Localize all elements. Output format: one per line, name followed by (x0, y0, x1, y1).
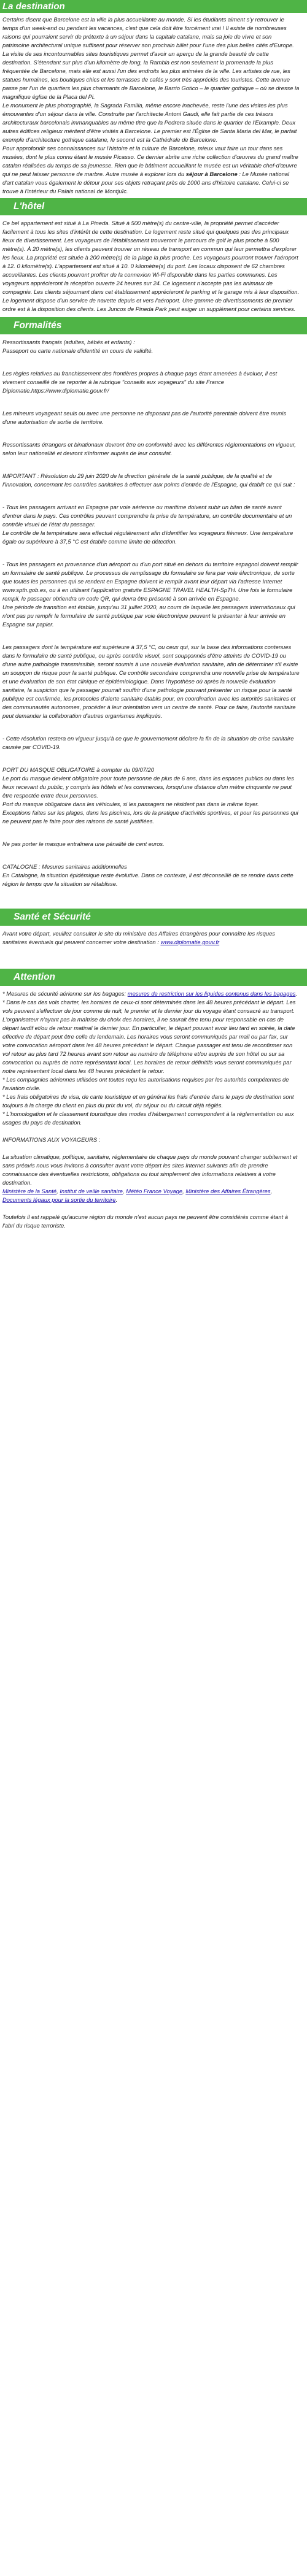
meteo-france-link[interactable]: Météo France Voyage (126, 1188, 183, 1194)
link-separator: , (122, 1188, 126, 1194)
formalites-line: PORT DU MASQUE OBLIGATOIRE à compter du 09/07/20 (2, 766, 154, 773)
destination-paragraph: Le monument le plus photographié, la Sagrada Familia, même encore inachevée, reste l'une des visites les plus émouvantes d'un séjour dans la ville. Construite par l'architecte Antoni Gaudi, elle fait partie de ces trésors architecturaux barcelonais immanquables au même titre que la Pedrera située dans le quartier de l'Eixample. Deux autres édifices religieux méritent d'être visités à Barcelone. Le premier est l'Église de Santa Maria del Mar, le parfait exemple d'architecture gothique catalane, le second est la Cathédrale de Barcelone. (2, 102, 297, 143)
destination-heading: La destination (0, 0, 307, 13)
formalites-block (2, 643, 300, 720)
formalites-block (2, 840, 300, 848)
sante-ministry-link[interactable]: Ministère de la Santé (2, 1188, 57, 1194)
destination-section (0, 13, 307, 196)
diplomatie-link[interactable]: Diplomatie.https://www.diplomatie.gouv.fr/ (2, 387, 109, 394)
hotel-section (0, 215, 307, 313)
formalites-line: Ne pas porter le masque entraînera une pénalité de cent euros. (2, 840, 165, 847)
attention-paragraph: * Les frais obligatoires de visa, de carte touristique et en général les frais d'entrée dans le pays de destination sont toujours à la charge du client en plus du prix du vol, du séjour ou du circuit déjà réglés. (2, 1093, 294, 1109)
attention-paragraph: * Dans le cas des vols charter, les horaires de ceux-ci sont déterminés dans les 48 heures précédant le départ. Les vols peuvent s'effectuer de jour comme de nuit, le premier et le dernier jour du voyage étant consacré au transport. L'organisateur n'ayant pas la maîtrise du choix des horaires, il ne saurait être tenu pour responsable en cas de départ tardif et/ou de retour matinal le dernier jour. En particulier, le départ pouvant avoir lieu tard en soirée, la date effective de départ peut être celle du lendemain. Les horaires vous seront communiqués par mail ou par fax, sur votre convocation aéroport dans les 48 heures précédant le départ. Chaque passager est tenu de reconfirmer son vol retour au plus tard 72 heures avant son retour au numéro de téléphone et/ou auprès de son hôtel ou sur sa convocation ou auprès de notre représentant local. Les horaires de retour définitifs vous seront communiqués par notre représentant local dans les 48 heures précédant le retour. (2, 999, 296, 1074)
attention-heading: Attention (0, 969, 307, 986)
sante-paragraph (2, 929, 300, 947)
formalites-line: - Tous les passagers arrivant en Espagne par voie aérienne ou maritime doivent subir un bilan de santé avant d'entrer dans le pays. Ces contrôles peuvent comprendre la prise de température, un contrôle documentaire et un contrôle visuel de l'état du passager. (2, 504, 292, 528)
diplomatie-link[interactable]: www.diplomatie.gouv.fr (160, 939, 220, 945)
link-separator: , (182, 1188, 186, 1194)
formalites-line: Port du masque obligatoire dans les véhicules, si les passagers ne résident pas dans le même foyer. (2, 801, 259, 807)
resource-links (2, 1187, 300, 1204)
formalites-line: Ressortissants étrangers et binationaux devront être en conformité avec les différentes réglementations en vigueur, selon leur nationalité et devront s'informer auprès de leur consulat. (2, 441, 296, 456)
formalites-line: Ressortissants français (adultes, bébés et enfants) : (2, 339, 135, 345)
destination-paragraph: Certains disent que Barcelone est la ville la plus accueillante au monde. Si les étudiants aiment s'y retrouver le temps d'un week-end ou pendant les vacances, c'est que cela doit être forcément vrai ! Il existe de nombreuses raisons qui pourraient servir de prétexte à un séjour dans la capitale catalane, mais sa joie de vivre et son patrimoine architectural unique suffisent pour réserver son prochain billet pour l'une des plus belles cités d'Europe. (2, 16, 294, 48)
attention-text: . (295, 990, 297, 997)
formalites-line: - Cette résolution restera en vigueur jusqu'à ce que le gouvernement déclare la fin de la situation de crise sanitaire causée par COVID-19. (2, 735, 294, 750)
attention-closing: Toutefois il est rappelé qu'aucune région du monde n'est aucun pays ne peuvent être considérés comme étant à l'abri du risque terroriste. (2, 1213, 288, 1229)
attention-paragraph: La situation climatique, politique, sanitaire, réglementaire de chaque pays du monde pouvant changer subitement et sans préavis nous vous invitons à consulter avant votre départ les sites Internet suivants afin de prendre connaissance des éventuelles restrictions, obligations ou tout simplement des informations relatives à votre destination. (2, 1153, 298, 1186)
attention-paragraph: * Les compagnies aériennes utilisées ont toutes reçu les autorisations requises par les autorités compétentes de l'aviation civile. (2, 1076, 289, 1091)
affaires-etrangeres-link[interactable]: Ministère des Affaires Étrangères (185, 1188, 271, 1194)
sante-section (0, 926, 307, 947)
hotel-heading: L'hôtel (0, 198, 307, 215)
formalites-block (2, 440, 300, 458)
liquids-restriction-link[interactable]: mesures de restriction sur les liquides contenus dans les bagages (127, 990, 296, 997)
formalites-block (2, 863, 300, 888)
destination-paragraph: La visite de ses incontournables sites touristiques permet d'avoir un aperçu de la grande beauté de cette destination. S'étendant sur plus d'un kilomètre de long, la Rambla est non seulement la promenade la plus fréquentée de Barcelone, mais elle est aussi l'un des endroits les plus animées de la ville. Les artistes de rue, les statues humaines, les boutiques chics et les terrasses de cafés y sont très appréciés des touristes. Cette avenue passe par l'un de quartiers les plus charmants de Barcelone, le Barrio Gotico – le quartier gothique – où se dresse la magnifique église de la Placa del Pi. (2, 50, 300, 100)
formalites-line: Une période de transition est établie, jusqu'au 31 juillet 2020, au cours de laquelle les passagers internationaux qui n'ont pas pu remplir le formulaire de santé publique par voie électronique peuvent le présenter à leur arrivée en Espagne sur papier. (2, 604, 295, 628)
formalites-block (2, 766, 300, 826)
formalites-block (2, 503, 300, 546)
formalites-block (2, 338, 300, 355)
attention-paragraph (2, 990, 300, 998)
attention-paragraph: * L'homologation et le classement touristique des modes d'hébergement correspondent à la réglementation ou aux usages du pays de destination. (2, 1110, 294, 1126)
formalites-block (2, 560, 300, 629)
formalites-line: CATALOGNE : Mesures sanitaires additionnelles (2, 863, 127, 870)
formalites-line: Le contrôle de la température sera effectué régulièrement afin d'identifier les voyageurs fiévreux. Une température égale ou supérieure à 37,5 °C est établie comme limite de détection. (2, 529, 293, 545)
formalites-line: Exceptions faites sur les plages, dans les piscines, lors de la pratique d'activités sportives, et pour les personnes qui ne peuvent pas le faire pour des raisons de santé justifiées. (2, 809, 298, 825)
link-separator: , (56, 1188, 60, 1194)
formalites-line: Passeport ou carte nationale d'identité en cours de validité. (2, 347, 154, 354)
link-separator: . (115, 1196, 118, 1203)
formalites-line: - Tous les passagers en provenance d'un aéroport ou d'un port situé en dehors du territoire espagnol doivent remplir un formulaire de santé publique. Le processus de remplissage du formulaire se fera par voie électronique, de sorte que toutes les personnes qui se rendent en Espagne doivent le remplir avant leur départ via l'adresse Internet www.spth.gob.es, ou à en utilisant l'application gratuite ESPAGNE TRAVEL HEALTH-SpTH. Une fois le formulaire rempli, le passager obtiendra un code QR, qui devra être présenté à son arrivée en Espagne. (2, 561, 298, 602)
formalites-line: IMPORTANT : Résolution du 29 juin 2020 de la direction générale de la santé publique, de la qualité et de l'innovation, concernant les contrôles sanitaires à effectuer aux points d'entrée de l'Espagne, qui établit ce qui suit : (2, 472, 295, 488)
formalites-block (2, 734, 300, 752)
documents-legaux-link[interactable]: Documents légaux pour la sortie du territoire (2, 1196, 116, 1203)
destination-paragraph: Pour approfondir ses connaissances sur l'histoire et la culture de Barcelone, mieux vaut faire un tour dans ses musées, dont le plus connu étant le musée Picasso. Ce dernier abrite une riche collection d'œuvres du grand maître catalan réalisées du temps de sa jeunesse. Rien que le bâtiment accueillant le musée est un véritable chef-d'œuvre qui ne peut laisser personne de marbre. Autre musée à explorer lors du séjour à Barcelone : Le Musée national d'art catalan vous également le détour pour ses objets retraçant près de 1000 ans d'histoire catalane. Celui-ci se trouve à l'intérieur du Palais national de Montjuïc. (2, 145, 298, 194)
formalites-heading: Formalités (0, 317, 307, 334)
link-separator: , (270, 1188, 273, 1194)
formalites-line: Les règles relatives au franchissement des frontières propres à chaque pays étant amenées à évoluer, il est vivement conseillé de se reporter à la rubrique "conseils aux voyageurs" du site France (2, 370, 278, 385)
attention-section (0, 986, 307, 1230)
formalites-line: Les passagers dont la température est supérieure à 37,5 °C, ou ceux qui, sur la base des informations contenues dans le formulaire de santé publique, ou après contrôle visuel, sont soupçonnés d'être atteints de COVID-19 ou d'une autre pathologie transmissible, seront soumis à une nouvelle évaluation sanitaire, afin de déterminer s'il existe un soupçon de risque pour la santé publique. Ce contrôle secondaire comprendra une nouvelle prise de température et une évaluation de son état clinique et épidémiologique. Dans l'hypothèse où après la nouvelle évaluation sanitaire, la suspicion que le passager pourrait souffrir d'une pathologie pouvant présenter un risque pour la santé publique est confirmée, les protocoles d'alerte sanitaire établis pour, en coordination avec les autorités sanitaires et des communautés autonomes, procéder à leur orientation vers un centre de santé. Pour ce faire, l'autorité sanitaire peut demander la collaboration d'autres organismes impliqués. (2, 644, 300, 719)
formalites-section (0, 334, 307, 888)
formalites-line: En Catalogne, la situation épidémique reste évolutive. Dans ce contexte, il est déconseillé de se rendre dans cette région le temps que la situation se rétablisse. (2, 872, 293, 887)
attention-text: * Mesures de sécurité aérienne sur les bagages: (2, 990, 128, 997)
formalites-block (2, 409, 300, 426)
hotel-paragraph: Ce bel appartement est situé à La Pineda. Situé à 500 mètre(s) du centre-ville, la propriété permet d'accéder facilement à tous les sites d'intérêt de cette destination. Le logement reste situé qui quelques pas des principaux lieux de divertissement. Les voyageurs de l'établissement trouveront le parcours de golf le plus proche à 500 mètre(s). À 20 mètre(s), les clients peuvent trouver un réseau de transport en commun qui leur permettra d'explorer les lieux. La propriété est située à 200 mètre(s) de la plage la plus proche. Les voyageurs pourront trouver l'aéroport à 12. 0 kilomètre(s). L'appartement est situé à 10. 0 kilomètre(s) du port. Les locaux disposent de 62 chambres accueillantes. Les clients pourront profiter de la connexion Wi-Fi disponible dans les parties communes. Les voyageurs apprécieront la réception ouverte 24 heures sur 24. Ce logement n'accepte pas les animaux de compagnie. Les clients séjournant dans cet établissement apprécieront le parking et le garage mis à leur disposition. Le logement dispose d'un service de navette depuis et vers l'aéroport. Une gamme de divertissements de premier ordre est à la disposition des clients. Les Juncos de Pineda Park peut exiger un supplément pour certains services. (2, 220, 300, 312)
veille-sanitaire-link[interactable]: Institut de veille sanitaire (60, 1188, 123, 1194)
formalites-block (2, 472, 300, 489)
sante-text: Avant votre départ, veuillez consulter le site du ministère des Affaires étrangères pour connaître les risques sanitaires éventuels qui peuvent concerner votre destination : (2, 930, 275, 945)
formalites-line: Le port du masque devient obligatoire pour toute personne de plus de 6 ans, dans les espaces publics ou dans les lieux recevant du public, y compris les hôtels et les commerces, lorsqu'une distance d'un mètre cinquante ne peut être respectée entre deux personnes. (2, 775, 294, 799)
travel-info-page (0, 0, 307, 1230)
formalites-line: Les mineurs voyageant seuls ou avec une personne ne disposant pas de l'autorité parentale doivent être munis d'une autorisation de sortie de territoire. (2, 410, 286, 425)
attention-paragraph: INFORMATIONS AUX VOYAGEURS : (2, 1136, 101, 1143)
bold-phrase: séjour à Barcelone (185, 171, 238, 177)
formalites-block (2, 369, 300, 395)
sante-heading: Santé et Sécurité (0, 909, 307, 926)
